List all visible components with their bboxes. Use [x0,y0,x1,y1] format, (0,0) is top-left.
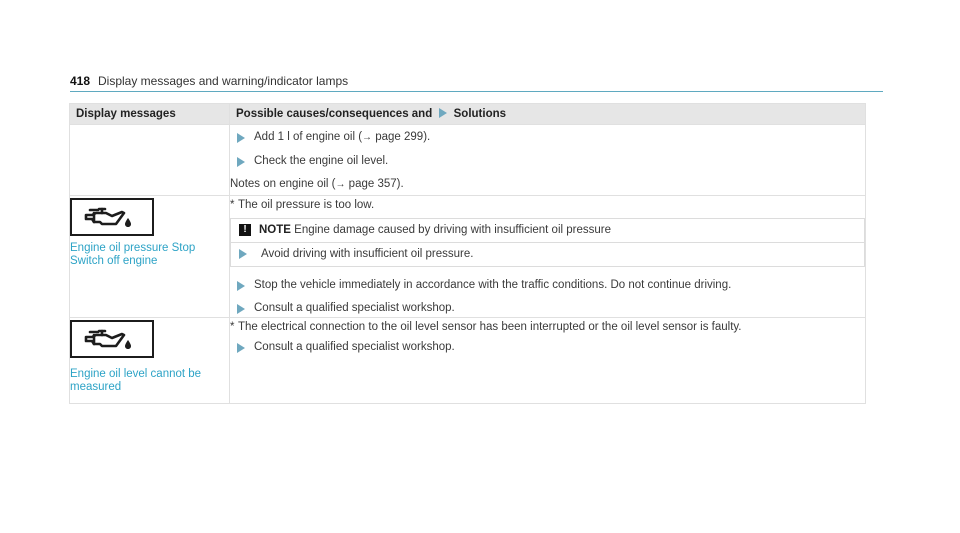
cause-text [230,198,865,212]
action-text: Avoid driving with insufficient oil pressure. [261,248,474,260]
action-text: Consult a qualified specialist workshop. [254,302,455,314]
action-text: Consult a qualified specialist workshop. [254,341,455,353]
message-cell [70,196,230,318]
cause-text [230,320,865,334]
cross-reference-arrow-icon: → [335,179,346,190]
note-label: NOTE [259,224,291,236]
message-line: Engine oil level cannot be [70,368,202,380]
solution-cell [230,196,866,318]
note-box [230,218,865,267]
oil-can-icon [70,320,154,358]
action-arrow-icon [237,281,245,291]
solution-cell [230,318,866,404]
solutions-arrow-icon [439,108,447,118]
message-line: Engine oil pressure Stop [70,242,196,254]
action-arrow-icon [237,343,245,353]
action-add-oil [230,130,865,145]
action-consult-workshop [230,340,865,354]
cross-reference-arrow-icon: → [362,132,373,143]
solutions-header-text: Solutions [453,108,507,120]
message-cell-empty [70,125,230,196]
action-arrow-icon [237,304,245,314]
action-consult-workshop [230,301,865,315]
table-row [70,125,866,196]
action-text: Add 1 l of engine oil ( [254,131,363,143]
page-reference-link[interactable]: page 299). [372,131,431,143]
message-cell [70,318,230,404]
message-line: measured [70,381,122,393]
solution-cell [230,125,866,196]
cause-description: The oil pressure is too low. [238,199,375,211]
action-stop-vehicle [230,278,865,292]
header-divider [70,91,883,92]
cause-marker: * [230,199,235,211]
cause-marker: * [230,321,235,333]
action-arrow-icon [237,157,245,167]
action-text: Stop the vehicle immediately in accordance with the traffic conditions. Do not continue driving. [254,279,732,291]
table-row [70,196,866,318]
page-header [70,72,883,92]
table-row [70,318,866,404]
action-text: Check the engine oil level. [254,155,389,167]
warning-exclamation-icon: ! [239,224,251,236]
column-header-causes-solutions [230,104,866,125]
message-line: Switch off engine [70,255,158,267]
note-header [231,219,864,242]
action-arrow-icon [239,249,247,259]
note-action [231,242,864,266]
table-header-row [70,104,866,125]
action-arrow-icon [237,133,245,143]
oil-can-icon [70,198,154,236]
notes-reference [230,177,865,192]
page-number: 418 [70,74,91,88]
display-messages-table [69,103,866,404]
note-text: Engine damage caused by driving with insufficient oil pressure [290,224,612,236]
page-reference-link[interactable]: page 357). [345,178,404,190]
cause-description: The electrical connection to the oil level sensor has been interrupted or the oil level sensor is faulty. [238,321,742,333]
page-title: Display messages and warning/indicator lamps [98,74,349,88]
column-header-display-messages: Display messages [70,104,230,125]
causes-header-text: Possible causes/consequences and [236,108,433,120]
notes-text: Notes on engine oil ( [230,178,336,190]
action-check-oil-level [230,154,865,168]
